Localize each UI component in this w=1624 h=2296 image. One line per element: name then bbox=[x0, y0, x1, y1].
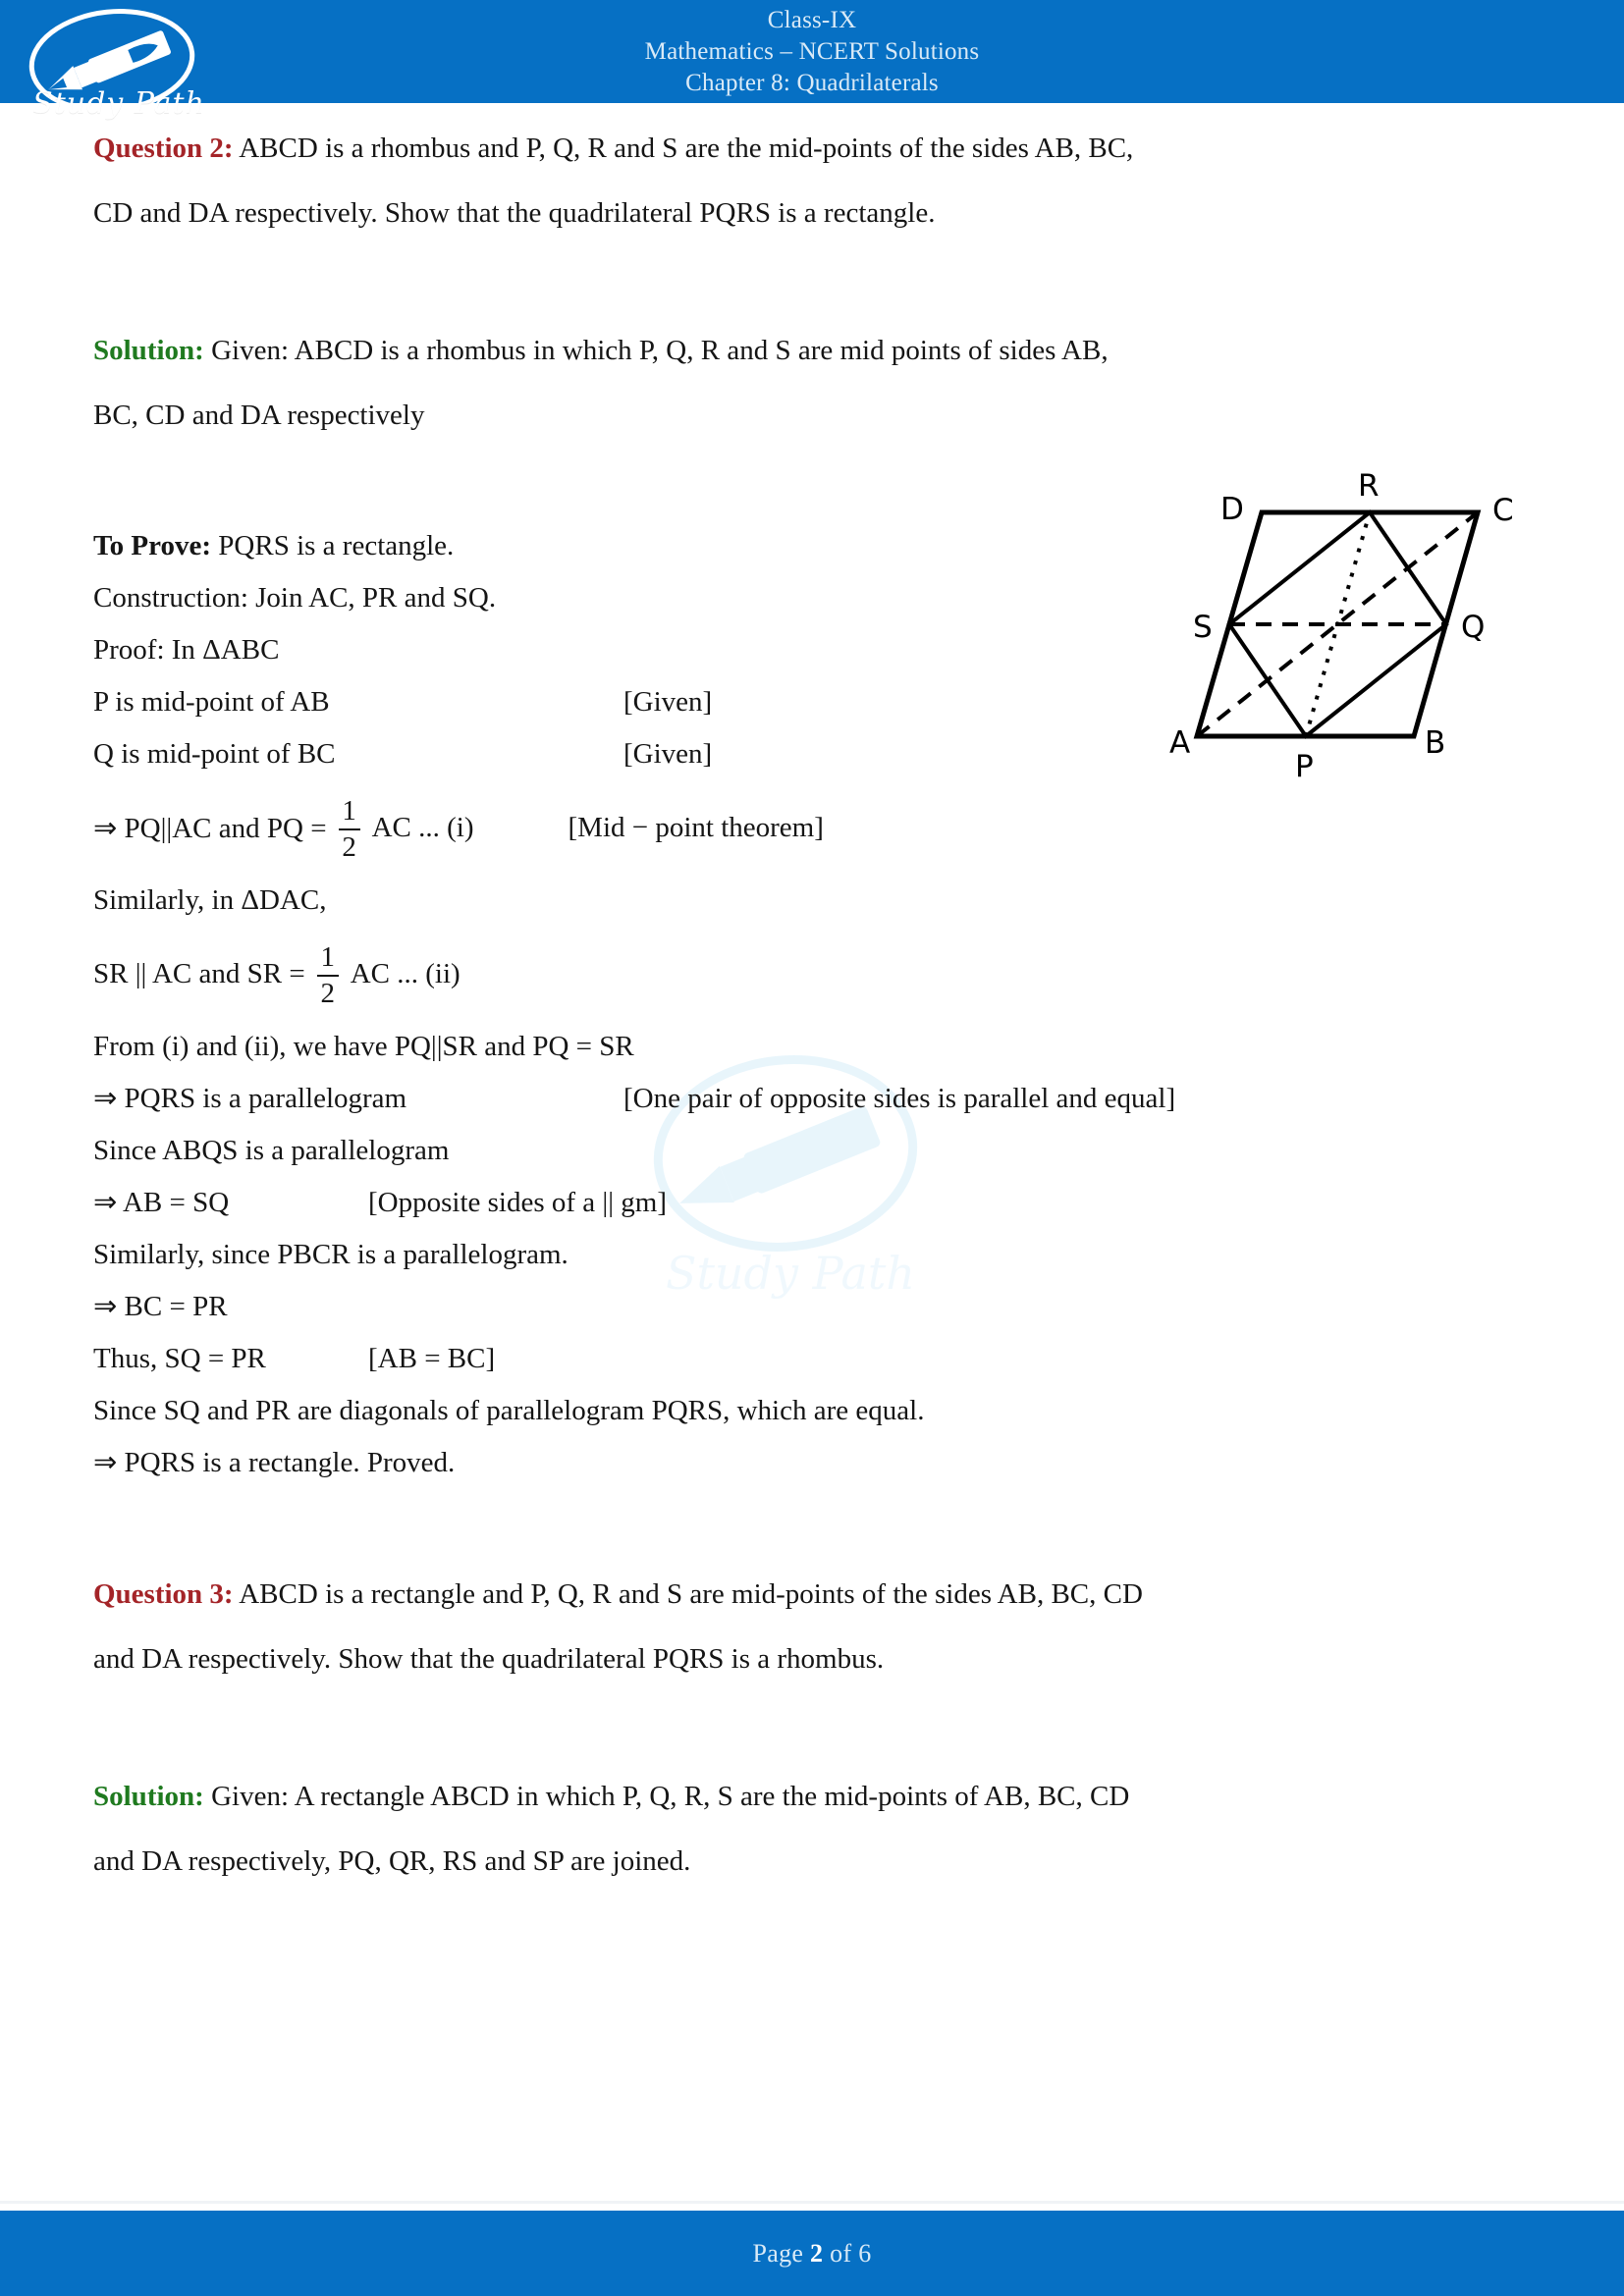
spacer bbox=[93, 1691, 1532, 1764]
figure-label-S: S bbox=[1193, 610, 1213, 645]
question2-line1 bbox=[93, 116, 1532, 181]
fraction-one-half bbox=[339, 797, 360, 862]
solution3-line1 bbox=[93, 1764, 1532, 1829]
proof-line-row bbox=[93, 1073, 1532, 1125]
solution2-given-line1 bbox=[93, 318, 1532, 383]
to-prove-label: To Prove: bbox=[93, 530, 212, 561]
proof-line-text: ⇒ AB = SQ bbox=[93, 1187, 230, 1218]
question2-text2: CD and DA respectively. Show that the quadrilateral PQRS is a rectangle. bbox=[93, 197, 936, 229]
header-line-chapter: Chapter 8: Quadrilaterals bbox=[685, 69, 939, 96]
page-suffix: of 6 bbox=[823, 2238, 872, 2268]
fraction-one-half bbox=[317, 943, 339, 1008]
solution2-given-line2 bbox=[93, 383, 1532, 448]
header-line-subject: Mathematics – NCERT Solutions bbox=[644, 37, 980, 65]
proof-line-reason: [One pair of opposite sides is parallel and equal] bbox=[623, 1083, 1176, 1114]
question3-label: Question 3: bbox=[93, 1578, 234, 1610]
proof-step-reason: [Given] bbox=[623, 738, 713, 770]
question3-text1: ABCD is a rectangle and P, Q, R and S are mid-points of the sides AB, BC, CD bbox=[233, 1578, 1143, 1610]
solution2-construction: Construction: Join AC, PR and SQ. bbox=[93, 582, 497, 614]
solution3-label: Solution: bbox=[93, 1781, 204, 1812]
page-header bbox=[0, 0, 1624, 103]
proof-line-reason: [Opposite sides of a || gm] bbox=[368, 1187, 667, 1218]
logo-wordmark: Study Path bbox=[32, 86, 205, 121]
question3-line1 bbox=[93, 1562, 1532, 1627]
equation-ii bbox=[93, 927, 1532, 1021]
proof-line-reason: [AB = BC] bbox=[368, 1343, 496, 1374]
fraction-numerator: 1 bbox=[320, 941, 335, 973]
proof-step-row bbox=[93, 728, 1532, 780]
document-body bbox=[93, 116, 1532, 1894]
proof-line-text: ⇒ PQRS is a parallelogram bbox=[93, 1083, 407, 1114]
page-prefix: Page bbox=[752, 2238, 811, 2268]
question2-label: Question 2: bbox=[93, 133, 234, 164]
page-indicator bbox=[752, 2239, 871, 2269]
proof-line-conclusion: ⇒ PQRS is a rectangle. Proved. bbox=[93, 1447, 456, 1478]
proof-line-text: Thus, SQ = PR bbox=[93, 1343, 266, 1374]
solution2-similarly-dac: Similarly, in ΔDAC, bbox=[93, 884, 327, 916]
equation-i bbox=[93, 780, 1532, 875]
figure-label-A: A bbox=[1169, 725, 1191, 761]
watermark-wordmark: Study Path bbox=[665, 1247, 916, 1300]
fraction-denominator: 2 bbox=[342, 831, 356, 863]
proof-step-text: Q is mid-point of BC bbox=[93, 738, 336, 770]
footer-divider bbox=[0, 2201, 1624, 2204]
question3-line2 bbox=[93, 1627, 1532, 1691]
figure-label-R: R bbox=[1358, 468, 1380, 504]
solution2-proof-header: Proof: In ΔABC bbox=[93, 634, 280, 666]
header-title-block bbox=[0, 0, 1624, 103]
proof-step-row bbox=[93, 676, 1532, 728]
proof-step-text: P is mid-point of AB bbox=[93, 686, 330, 718]
solution2-to-prove bbox=[93, 520, 1532, 572]
fraction-denominator: 2 bbox=[320, 978, 335, 1009]
equation-i-reason: [Mid − point theorem] bbox=[568, 811, 824, 843]
spacer bbox=[93, 245, 1532, 318]
figure-label-P: P bbox=[1295, 749, 1314, 780]
page-number: 2 bbox=[810, 2238, 824, 2268]
question3-text2: and DA respectively. Show that the quadrilateral PQRS is a rhombus. bbox=[93, 1643, 885, 1675]
figure-label-B: B bbox=[1425, 725, 1446, 761]
proof-line: From (i) and (ii), we have PQ||SR and PQ = SR bbox=[93, 1031, 634, 1062]
figure-label-Q: Q bbox=[1461, 610, 1486, 645]
equation-i-lead: ⇒ PQ||AC and PQ = bbox=[93, 812, 327, 844]
solution3-line2 bbox=[93, 1829, 1532, 1894]
figure-label-D: D bbox=[1220, 492, 1244, 527]
spacer bbox=[93, 1489, 1532, 1562]
equation-ii-lead: SR || AC and SR = bbox=[93, 957, 305, 989]
proof-line-row bbox=[93, 1333, 1532, 1385]
solution3-text1: Given: A rectangle ABCD in which P, Q, R, S are the mid-points of AB, BC, CD bbox=[203, 1781, 1130, 1812]
solution2-given-text1: Given: ABCD is a rhombus in which P, Q, R and S are mid points of sides AB, bbox=[203, 335, 1109, 366]
figure-label-C: C bbox=[1492, 493, 1514, 528]
solution2-label: Solution: bbox=[93, 335, 204, 366]
proof-line: Since SQ and PR are diagonals of parallelogram PQRS, which are equal. bbox=[93, 1395, 925, 1426]
question2-line2 bbox=[93, 181, 1532, 245]
proof-step-reason: [Given] bbox=[623, 686, 713, 718]
equation-ii-tail: AC ... (ii) bbox=[350, 957, 460, 989]
page-footer bbox=[0, 2211, 1624, 2296]
fraction-numerator: 1 bbox=[342, 795, 356, 827]
solution3-text2: and DA respectively, PQ, QR, RS and SP are joined. bbox=[93, 1845, 691, 1877]
proof-line: Similarly, since PBCR is a parallelogram. bbox=[93, 1239, 568, 1270]
solution2-given-text2: BC, CD and DA respectively bbox=[93, 400, 425, 431]
to-prove-text: PQRS is a rectangle. bbox=[211, 530, 455, 561]
header-line-class: Class-IX bbox=[767, 6, 857, 33]
spacer bbox=[93, 448, 1532, 520]
proof-line: Since ABQS is a parallelogram bbox=[93, 1135, 450, 1166]
proof-line: ⇒ BC = PR bbox=[93, 1291, 228, 1322]
question2-text1: ABCD is a rhombus and P, Q, R and S are the mid-points of the sides AB, BC, bbox=[233, 133, 1134, 164]
equation-i-tail: AC ... (i) bbox=[371, 811, 474, 843]
proof-line-row bbox=[93, 1177, 1532, 1229]
